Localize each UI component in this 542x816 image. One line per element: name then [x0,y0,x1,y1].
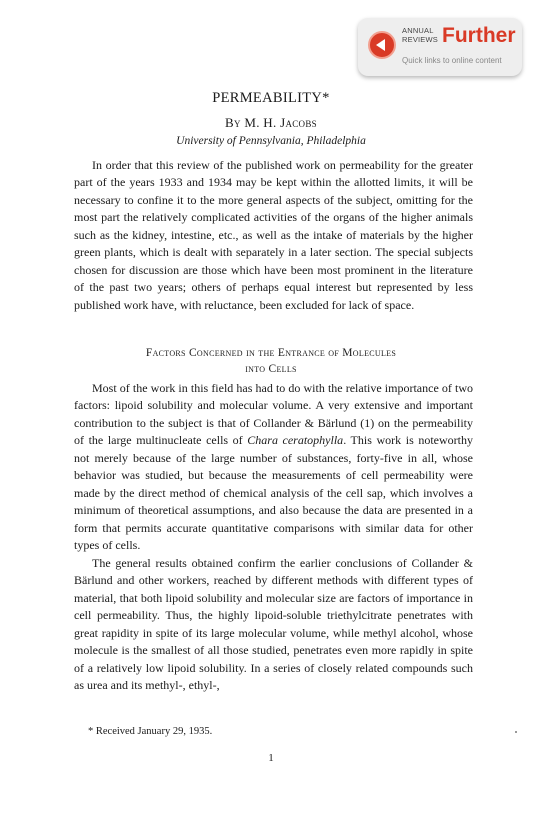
annual-reviews-logo-icon [368,31,396,59]
author-affiliation: University of Pennsylvania, Philadelphia [176,135,366,147]
section-heading-line-1: Factors Concerned in the Entrance of Molecules [145,347,397,359]
further-label: Further [442,24,516,47]
scan-mark [515,731,517,733]
section-heading [0,345,542,377]
annual-label: ANNUAL [402,26,434,35]
factors-paragraph [74,380,473,555]
article-author: By M. H. Jacobs [225,115,317,130]
intro-paragraph: In order that this review of the published work on permeability for the greater part of the years 1933 and 1934 may be kept within the allotted limits, it will be necessary to confine it to the more general aspects of the subject, omitting for the most part the relatively complicated activities of the organs of the higher animals such as the kidney, intestine, etc., as well as the intake of materials by the higher green plants, which is dealt with separately in a later section. The special subjects chosen for discussion are those which have been most prominent in the literature of the past two years; others of perhaps equal interest but represented by less published work have, with reluctance, been excluded for lack of space. [74,158,473,312]
page-number: 1 [268,752,274,764]
further-tagline: Quick links to online content [402,56,502,65]
section-heading-line-2: into Cells [245,363,297,375]
article-title: PERMEABILITY* [212,90,330,106]
further-banner[interactable] [358,18,522,76]
factors-text-end: . This work is noteworthy not merely because of the large number of substances, forty-five in all, whose behavior was studied, but because the measurements of cell permeability were made by the direct method of chemical analysis of the cell sap, which involves a minimum of theoretical assumptions, and also because the data are presented in a form that permits accurate quantitative comparisons with similar data for other types of cells. [74,433,473,553]
species-name: Chara ceratophylla [247,433,344,448]
results-paragraph: The general results obtained confirm the earlier conclusions of Collander & Bärlund and other workers, reached by different methods with different types of material, that both lipoid solubility and molecular size are factors of importance in cell permeability. Thus, the highly lipoid-soluble triethylcitrate penetrates with great rapidity in spite of its large molecular volume, while methyl alcohol, whose molecule is the smallest of all those studied, penetrates even more rapidly in spite of a relatively low lipoid solubility. In a series of closely related compounds such as urea and its methyl-, ethyl-, [74,556,473,693]
factors-text-start: Most of the work in this field has had to do with the relative importance of two factors: lipoid solubility and molecular volume. A very extensive and important contribution to the subject is that of Collander & Bärlund (1) on the permeability of the large multinucleate cells of [74,381,473,448]
annual-reviews-wordmark [402,26,438,44]
reviews-label: REVIEWS [402,35,438,44]
footnote: * Received January 29, 1935. [88,726,213,737]
